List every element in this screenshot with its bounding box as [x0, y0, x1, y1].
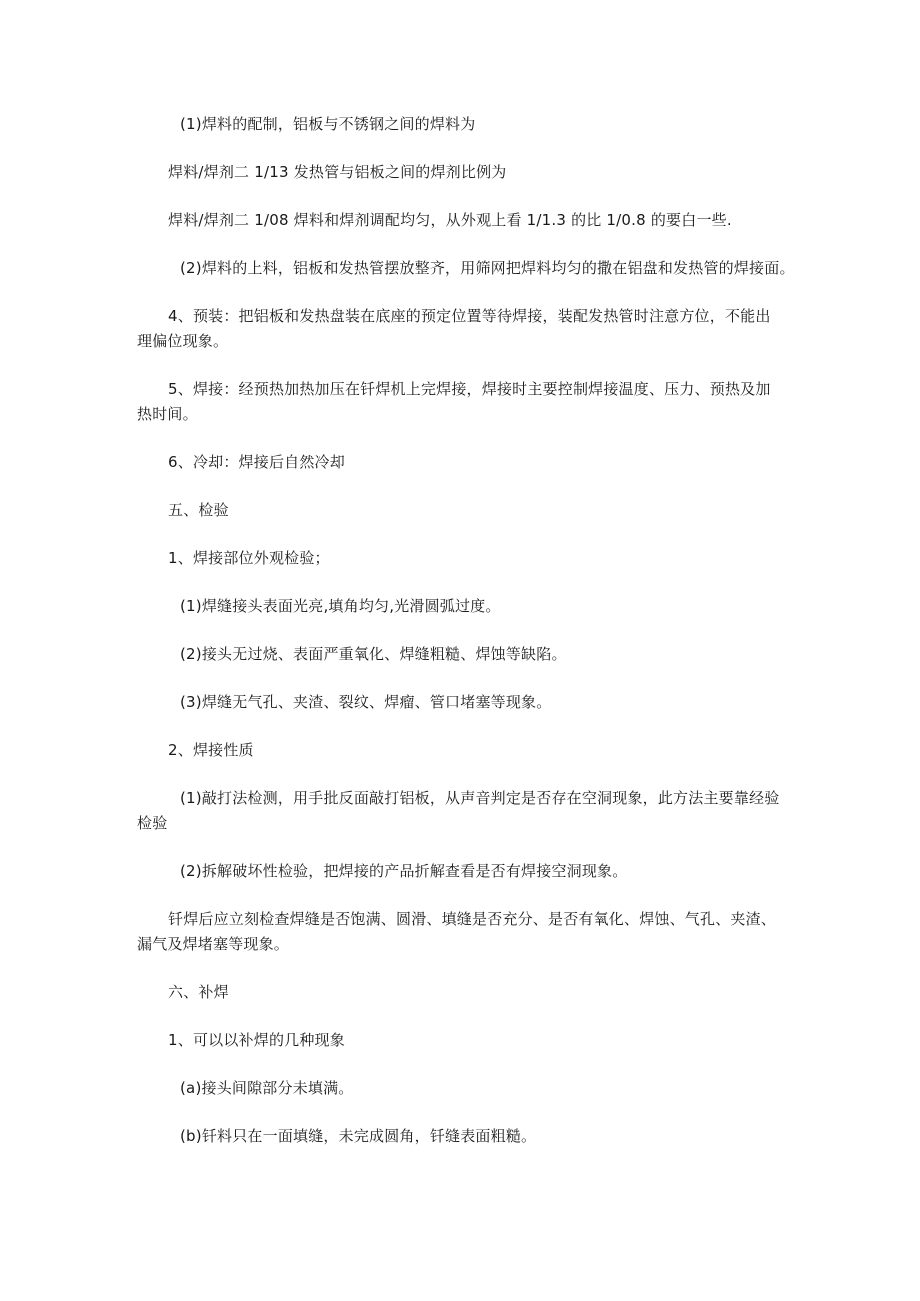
paragraph-post-brazing-check: 钎焊后应立刻检查焊缝是否饱满、圆滑、填缝是否充分、是否有氧化、焊蚀、气孔、夹渣、: [168, 910, 777, 928]
section-heading-repair: 六、补焊: [168, 983, 229, 1001]
paragraph-flux-ratio-1: 焊料/焊剂二 1/13 发热管与铝板之间的焊剂比例为: [168, 163, 507, 181]
paragraph-welding: 5、焊接：经预热加热加压在钎焊机上完焊接，焊接时主要控制焊接温度、压力、预热及加: [168, 380, 771, 398]
paragraph-solder-preparation: (1)焊料的配制，铝板与不锈钢之间的焊料为: [180, 115, 476, 133]
paragraph-preassembly-cont: 理偏位现象。: [137, 332, 229, 350]
paragraph-repair-a: (a)接头间隙部分未填满。: [180, 1079, 354, 1097]
paragraph-tap-test: (1)敲打法检测，用手批反面敲打铝板，从声音判定是否存在空洞现象，此方法主要靠经验: [180, 789, 780, 807]
paragraph-visual-inspection: 1、焊接部位外观检验；: [168, 549, 330, 567]
paragraph-post-brazing-check-cont: 漏气及焊堵塞等现象。: [137, 935, 290, 953]
paragraph-repair-b: (b)钎料只在一面填缝，未完成圆角，钎缝表面粗糙。: [180, 1127, 537, 1145]
paragraph-welding-cont: 热时间。: [137, 405, 198, 423]
paragraph-repair-cases: 1、可以以补焊的几种现象: [168, 1031, 345, 1049]
paragraph-solder-loading: (2)焊料的上料，铝板和发热管摆放整齐，用筛网把焊料均匀的撒在铝盘和发热管的焊接面。: [180, 259, 795, 277]
paragraph-tap-test-cont: 检验: [137, 814, 168, 832]
paragraph-visual-3: (3)焊缝无气孔、夹渣、裂纹、焊瘤、管口堵塞等现象。: [180, 693, 552, 711]
paragraph-visual-1: (1)焊缝接头表面光亮,填角均匀,光滑圆弧过度。: [180, 597, 501, 615]
paragraph-weld-quality: 2、焊接性质: [168, 741, 254, 759]
paragraph-flux-ratio-2: 焊料/焊剂二 1/08 焊料和焊剂调配均匀，从外观上看 1/1.3 的比 1/0.8 的要白一些.: [168, 211, 732, 229]
paragraph-preassembly: 4、预装：把铝板和发热盘装在底座的预定位置等待焊接，装配发热管时注意方位，不能出: [168, 307, 771, 325]
paragraph-cooling: 6、冷却：焊接后自然冷却: [168, 453, 345, 471]
paragraph-visual-2: (2)接头无过烧、表面严重氧化、焊缝粗糙、焊蚀等缺陷。: [180, 645, 567, 663]
paragraph-destructive-test: (2)拆解破坏性检验，把焊接的产品折解查看是否有焊接空洞现象。: [180, 862, 628, 880]
section-heading-inspection: 五、检验: [168, 501, 229, 519]
